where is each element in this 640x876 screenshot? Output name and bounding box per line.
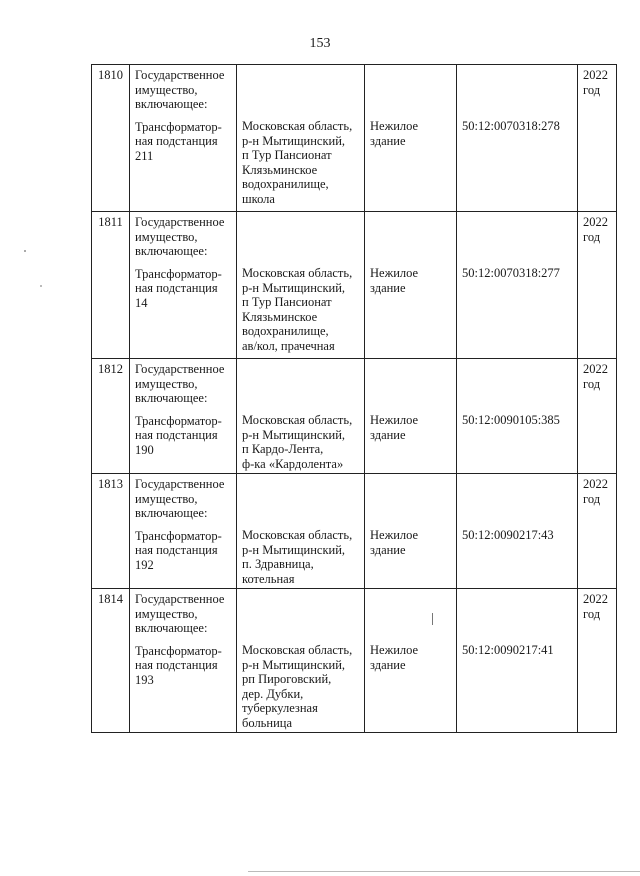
year-line: год: [583, 376, 601, 391]
address-line: Московская область,: [242, 266, 353, 280]
address-line: р-н Мытищинский,: [242, 542, 346, 557]
row-number: 1813: [98, 477, 123, 491]
object-type-line: Нежилое: [370, 119, 419, 133]
object-name-line: ная подстанция: [135, 134, 218, 148]
cadastral-cell: [457, 359, 578, 474]
year-cell: [578, 65, 617, 212]
year: [583, 215, 611, 244]
page-number: 153: [309, 36, 331, 51]
object-type: [370, 528, 451, 557]
cadastral-number: 50:12:0070318:278: [462, 119, 560, 133]
object-group-line: Государственное: [135, 215, 225, 229]
object-group-line: включающее:: [135, 97, 208, 111]
row-number: 1811: [98, 215, 123, 229]
object-name-cell: [130, 212, 237, 359]
year-cell: [578, 474, 617, 589]
cadastral-number: 50:12:0090217:43: [462, 528, 554, 542]
address-line: ав/кол, прачечная: [242, 338, 335, 353]
object-name-cell: [130, 359, 237, 474]
cadastral-cell: [457, 589, 578, 733]
year-line: год: [583, 491, 601, 506]
object-name-line: 211: [135, 148, 154, 163]
address-line: Московская область,: [242, 119, 353, 133]
address-cell: [237, 65, 365, 212]
address: [242, 266, 359, 353]
address-line: Московская область,: [242, 528, 353, 542]
object-type-line: здание: [370, 657, 406, 672]
year-line: 2022: [583, 477, 608, 491]
object-group: [135, 362, 231, 406]
scan-artifact-dot: [40, 285, 42, 287]
scan-artifact-dot: [24, 250, 26, 252]
object-group-line: имущество,: [135, 376, 198, 391]
object-name: [135, 120, 231, 164]
cadastral-cell: [457, 474, 578, 589]
object-type: [370, 413, 451, 442]
object-type: [370, 266, 451, 295]
address-line: п Кардо-Лента,: [242, 442, 324, 456]
row-number-cell: [92, 474, 130, 589]
object-group-line: включающее:: [135, 244, 208, 258]
row-number: 1812: [98, 362, 123, 376]
row-number-cell: [92, 589, 130, 733]
object-name-line: 190: [135, 442, 154, 457]
table-row: [92, 474, 617, 589]
table-row: [92, 212, 617, 359]
object-name: [135, 267, 231, 311]
address-line: р-н Мытищинский,: [242, 133, 346, 148]
cadastral-cell: [457, 212, 578, 359]
year-line: 2022: [583, 215, 608, 229]
row-number-cell: [92, 65, 130, 212]
table-row: [92, 65, 617, 212]
object-name-line: 14: [135, 295, 148, 310]
address-line: ф-ка «Кардолента»: [242, 456, 344, 471]
year-line: 2022: [583, 592, 608, 606]
object-name-line: ная подстанция: [135, 543, 218, 557]
object-name-cell: [130, 589, 237, 733]
year-line: 2022: [583, 362, 608, 376]
address-line: Клязьминское: [242, 309, 318, 324]
type-cell: [365, 589, 457, 733]
object-type-line: Нежилое: [370, 528, 419, 542]
object-group-line: имущество,: [135, 82, 198, 97]
object-group-line: имущество,: [135, 229, 198, 244]
object-type-line: Нежилое: [370, 643, 419, 657]
object-type-line: здание: [370, 133, 406, 148]
object-group: [135, 477, 231, 521]
object-name-line: ная подстанция: [135, 281, 218, 295]
address-cell: [237, 589, 365, 733]
address-line: котельная: [242, 571, 295, 586]
object-type: [370, 643, 451, 672]
type-cell: [365, 212, 457, 359]
object-type-line: здание: [370, 280, 406, 295]
type-cell: [365, 474, 457, 589]
address-line: школа: [242, 191, 275, 206]
object-name-line: ная подстанция: [135, 658, 218, 672]
object-type-line: Нежилое: [370, 413, 419, 427]
object-type-line: Нежилое: [370, 266, 419, 280]
type-cell: [365, 359, 457, 474]
address-cell: [237, 474, 365, 589]
year-cell: [578, 589, 617, 733]
address-line: Московская область,: [242, 643, 353, 657]
address-line: Московская область,: [242, 413, 353, 427]
row-number-cell: [92, 359, 130, 474]
object-name-line: Трансформатор-: [135, 266, 222, 281]
scan-artifact-mark: [432, 613, 433, 625]
address-cell: [237, 212, 365, 359]
cadastral-number: 50:12:0090105:385: [462, 413, 560, 427]
scan-edge-line: [248, 871, 640, 872]
object-group-line: имущество,: [135, 491, 198, 506]
year-cell: [578, 359, 617, 474]
object-name: [135, 644, 231, 688]
address-line: п Тур Пансионат: [242, 295, 332, 309]
object-name-line: Трансформатор-: [135, 119, 222, 134]
object-name-line: Трансформатор-: [135, 413, 222, 428]
address-line: Клязьминское: [242, 162, 318, 177]
address: [242, 119, 359, 206]
object-name-line: ная подстанция: [135, 428, 218, 442]
year: [583, 477, 611, 506]
object-group-line: включающее:: [135, 506, 208, 520]
object-group-line: Государственное: [135, 477, 225, 491]
address-line: п. Здравница,: [242, 557, 314, 571]
object-name: [135, 414, 231, 458]
object-group-line: Государственное: [135, 68, 225, 82]
object-name-cell: [130, 65, 237, 212]
table-row: [92, 359, 617, 474]
year-line: год: [583, 606, 601, 621]
year-line: год: [583, 229, 601, 244]
registry-body: [92, 65, 617, 733]
address-line: п Тур Пансионат: [242, 148, 332, 162]
row-number-cell: [92, 212, 130, 359]
address-cell: [237, 359, 365, 474]
object-group-line: включающее:: [135, 621, 208, 635]
object-type: [370, 119, 451, 148]
object-group-line: Государственное: [135, 592, 225, 606]
object-type-line: здание: [370, 427, 406, 442]
row-number: 1810: [98, 68, 123, 82]
object-group: [135, 68, 231, 112]
year-line: 2022: [583, 68, 608, 82]
year: [583, 68, 611, 97]
address-line: больница: [242, 715, 292, 730]
year: [583, 362, 611, 391]
cadastral-cell: [457, 65, 578, 212]
object-group-line: имущество,: [135, 606, 198, 621]
year-cell: [578, 212, 617, 359]
address-line: р-н Мытищинский,: [242, 427, 346, 442]
address-line: водохранилище,: [242, 324, 329, 338]
object-name-line: 193: [135, 672, 154, 687]
object-group-line: Государственное: [135, 362, 225, 376]
cadastral-number: 50:12:0090217:41: [462, 643, 554, 657]
object-group-line: включающее:: [135, 391, 208, 405]
object-type-line: здание: [370, 542, 406, 557]
address-line: р-н Мытищинский,: [242, 280, 346, 295]
object-name-line: Трансформатор-: [135, 528, 222, 543]
table-row: [92, 589, 617, 733]
address-line: водохранилище,: [242, 177, 329, 191]
address: [242, 643, 359, 730]
address-line: р-н Мытищинский,: [242, 657, 346, 672]
year: [583, 592, 611, 621]
address: [242, 528, 359, 586]
object-name-line: 192: [135, 557, 154, 572]
object-name: [135, 529, 231, 573]
address-line: дер. Дубки,: [242, 686, 304, 701]
property-registry-table: [91, 64, 617, 733]
year-line: год: [583, 82, 601, 97]
cadastral-number: 50:12:0070318:277: [462, 266, 560, 280]
row-number: 1814: [98, 592, 123, 606]
object-name-cell: [130, 474, 237, 589]
address-line: туберкулезная: [242, 701, 318, 715]
type-cell: [365, 65, 457, 212]
object-name-line: Трансформатор-: [135, 643, 222, 658]
object-group: [135, 215, 231, 259]
address: [242, 413, 359, 471]
object-group: [135, 592, 231, 636]
address-line: рп Пироговский,: [242, 672, 332, 686]
